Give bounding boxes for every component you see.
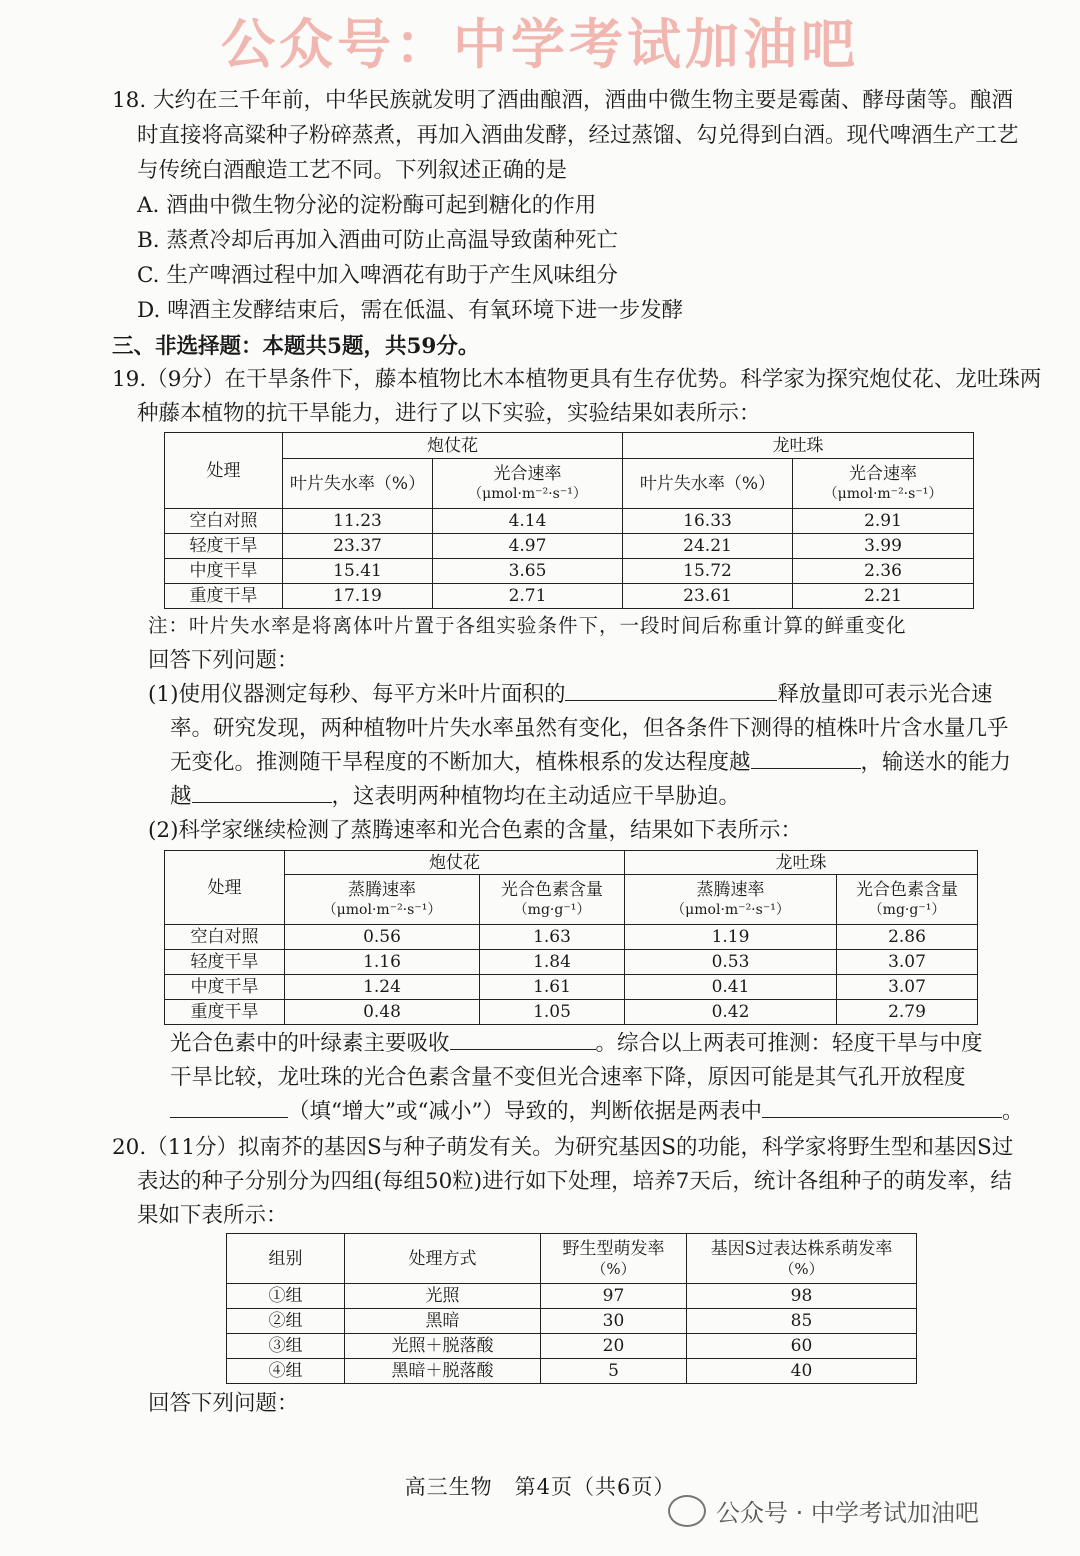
table2-row-label: 中度干旱 [165,975,285,1000]
answer-blank-4[interactable] [450,1029,596,1050]
q19-p1-line-1 [148,680,992,710]
table2-row-label: 重度干旱 [165,1000,285,1025]
table1-col-photo-1-title: 光合速率 [493,463,562,484]
q19-answer-prompt: 回答下列问题： [148,648,299,673]
table3-method: 光照＋脱落酸 [345,1334,541,1359]
table-cell: 1.19 [625,925,837,950]
answer-blank-1[interactable] [565,680,777,701]
table-cell: 1.05 [480,1000,625,1025]
table-row [227,1284,917,1309]
table1-row-label: 中度干旱 [165,559,283,584]
q19-p1-text-3b: ，输送水的能力 [860,750,1012,775]
table-cell: 1.16 [285,950,480,975]
table-cell: 23.37 [283,534,433,559]
table-row [165,534,974,559]
table1-row-label: 轻度干旱 [165,534,283,559]
table-row [165,1000,978,1025]
table3-h-over-unit: （%） [779,1259,824,1278]
q19-p2-intro: (2)科学家继续检测了蒸腾速率和光合色素的含量，结果如下表所示： [148,818,802,843]
answer-blank-6[interactable] [762,1097,1002,1118]
table-cell: 0.53 [625,950,837,975]
table2-col-pig-1 [480,875,625,925]
watermark: 公众号：中学考试加油吧 [221,13,859,76]
table1-col-photo-1 [433,459,623,509]
answer-blank-3[interactable] [192,782,332,803]
q18-option-c: C. 生产啤酒过程中加入啤酒花有助于产生风味组分 [137,263,618,288]
q20-answer-prompt: 回答下列问题： [148,1391,299,1416]
table-cell: 1.63 [480,925,625,950]
q19-p1-text-4b: ，这表明两种植物均在主动适应干旱胁迫。 [331,784,741,809]
table3-h-over-title: 基因S过表达株系萌发率 [710,1238,893,1259]
q19-p2-line-2: 干旱比较，龙吐珠的光合色素含量不变但光合速率下降，原因可能是其气孔开放程度 [170,1065,966,1090]
table2-group2: 龙吐珠 [625,851,978,875]
table-cell: 15.41 [283,559,433,584]
table1-col-photo-1-unit: （μmol·m⁻²·s⁻¹） [468,485,587,502]
table-row [165,509,974,534]
table3-h-method: 处理方式 [345,1234,541,1284]
q18-option-d: D. 啤酒主发酵结束后，需在低温、有氧环境下进一步发酵 [137,298,684,323]
table-cell: 4.97 [433,534,623,559]
q19-p1-text-1b: 释放量即可表示光合速 [777,682,993,707]
table3-group: ④组 [227,1359,345,1384]
table-row [227,1309,917,1334]
table1-col-loss-2: 叶片失水率（%） [623,459,793,509]
table-cell: 2.79 [837,1000,978,1025]
table-cell: 3.99 [793,534,974,559]
table2-col-pig-2-title: 光合色素含量 [856,879,958,900]
table2-col-trans-1-unit: （μmol·m⁻²·s⁻¹） [322,901,442,918]
q18-option-b: B. 蒸煮冷却后再加入酒曲可防止高温导致菌种死亡 [137,228,618,253]
table-row [165,584,974,609]
table-cell: 85 [687,1309,917,1334]
table-cell: 3.65 [433,559,623,584]
table2-col-trans-2-unit: （μmol·m⁻²·s⁻¹） [671,901,790,918]
q19-line-2: 种藤本植物的抗干旱能力，进行了以下实验，实验结果如表所示： [137,401,761,426]
section-heading: 三、非选择题：本题共5题，共59分。 [112,334,480,359]
table1-col-photo-2-title: 光合速率 [849,463,917,484]
q19-line-1: 19.（9分）在干旱条件下，藤本植物比木本植物更具有生存优势。科学家为探究炮仗花、龙吐珠两 [112,367,1042,392]
table2-col-trans-2 [625,875,837,925]
q19-p2-text-3b: 。 [1001,1099,1024,1124]
table1-row-label: 空白对照 [165,509,283,534]
q19-p1-line-4 [170,782,740,812]
table-row [165,975,978,1000]
q19-p1-text-4a: 越 [170,784,192,809]
q19-p1-line-3 [170,748,1011,778]
table-cell: 2.86 [837,925,978,950]
table-cell: 0.42 [625,1000,837,1025]
table-cell: 2.71 [433,584,623,609]
q18-line-1: 18. 大约在三千年前，中华民族就发明了酒曲酿酒，酒曲中微生物主要是霉菌、酵母菌等。酿酒 [112,88,1014,113]
table-cell: 0.41 [625,975,837,1000]
q19-p1-text-3a: 无变化。推测随干旱程度的不断加大，植株根系的发达程度越 [170,750,751,775]
table-cell: 40 [687,1359,917,1384]
table-cell: 2.21 [793,584,974,609]
table3-h-over [687,1234,917,1284]
table3-group: ③组 [227,1334,345,1359]
q19-p2-text-3a: （填“增大”或“减小”）导致的，判断依据是两表中 [288,1099,762,1124]
table-germination [226,1233,917,1384]
table2-col-pig-1-title: 光合色素含量 [501,879,603,900]
table2-row-label: 轻度干旱 [165,950,285,975]
table1-row-label: 重度干旱 [165,584,283,609]
table1-col-photo-2 [793,459,974,509]
table-cell: 20 [541,1334,687,1359]
q19-p2-text-1b: 。综合以上两表可推测：轻度干旱与中度 [595,1031,983,1056]
table3-method: 光照 [345,1284,541,1309]
q19-p1-line-2: 率。研究发现，两种植物叶片失水率虽然有变化，但各条件下测得的植株叶片含水量几乎 [170,716,1009,741]
wechat-icon [668,1495,706,1527]
brand-signature [668,1493,979,1528]
table-cell: 1.24 [285,975,480,1000]
table3-h-wild-unit: （%） [591,1259,636,1278]
table-cell: 0.48 [285,1000,480,1025]
table1-note: 注：叶片失水率是将离体叶片置于各组实验条件下，一段时间后称重计算的鲜重变化 [148,614,907,637]
table2-col-trans-1 [285,875,480,925]
table-cell: 1.61 [480,975,625,1000]
q20-line-1: 20.（11分）拟南芥的基因S与种子萌发有关。为研究基因S的功能，科学家将野生型和基因S过 [112,1135,1014,1160]
table-row [227,1334,917,1359]
q18-line-2: 时直接将高粱种子粉碎蒸煮，再加入酒曲发酵，经过蒸馏、勾兑得到白酒。现代啤酒生产工艺 [137,123,1019,148]
table-cell: 97 [541,1284,687,1309]
table-cell: 5 [541,1359,687,1384]
table-drought-photosynthesis [164,432,974,609]
table2-col-pig-1-unit: （mg·g⁻¹） [513,901,591,918]
table-cell: 60 [687,1334,917,1359]
q19-p2-line-3 [170,1097,1023,1127]
table1-col-photo-2-unit: （μmol·m⁻²·s⁻¹） [823,485,943,502]
table3-h-group: 组别 [227,1234,345,1284]
table3-h-wild-title: 野生型萌发率 [562,1238,665,1259]
brand-text: 公众号 · 中学考试加油吧 [716,1499,979,1527]
table-row [165,559,974,584]
table2-col-trans-1-title: 蒸腾速率 [348,879,416,900]
table-transpiration-pigment [164,850,978,1025]
table2-row-label: 空白对照 [165,925,285,950]
answer-blank-2[interactable] [751,748,861,769]
table1-group2: 龙吐珠 [623,433,974,459]
table-cell: 17.19 [283,584,433,609]
table-cell: 24.21 [623,534,793,559]
table-cell: 16.33 [623,509,793,534]
q18-line-3: 与传统白酒酿造工艺不同。下列叙述正确的是 [137,158,568,183]
table-cell: 2.91 [793,509,974,534]
table3-method: 黑暗 [345,1309,541,1334]
table3-method: 黑暗＋脱落酸 [345,1359,541,1384]
table-row [165,950,978,975]
table-cell: 0.56 [285,925,480,950]
q20-line-3: 果如下表所示： [137,1203,288,1228]
table-cell: 2.36 [793,559,974,584]
table-cell: 15.72 [623,559,793,584]
page-footer: 高三生物 第4页（共6页） [404,1475,676,1499]
table-row [165,925,978,950]
table2-group1: 炮仗花 [285,851,625,875]
table-cell: 3.07 [837,975,978,1000]
table-cell: 30 [541,1309,687,1334]
answer-blank-5[interactable] [170,1097,288,1118]
table-cell: 1.84 [480,950,625,975]
table3-group: ②组 [227,1309,345,1334]
table-cell: 23.61 [623,584,793,609]
table1-group1: 炮仗花 [283,433,623,459]
table2-col-pig-2 [837,875,978,925]
table-cell: 11.23 [283,509,433,534]
q19-p1-text-1a: (1)使用仪器测定每秒、每平方米叶片面积的 [148,682,566,707]
table3-group: ①组 [227,1284,345,1309]
table2-col-trans-2-title: 蒸腾速率 [696,879,765,900]
q20-line-2: 表达的种子分别分为四组(每组50粒)进行如下处理，培养7天后，统计各组种子的萌发率，结 [137,1169,1012,1194]
table2-col-pig-2-unit: （mg·g⁻¹） [868,901,946,918]
q18-option-a: A. 酒曲中微生物分泌的淀粉酶可起到糖化的作用 [137,193,597,218]
q19-p2-text-1a: 光合色素中的叶绿素主要吸收 [170,1031,450,1056]
table3-h-wild [541,1234,687,1284]
table-cell: 3.07 [837,950,978,975]
table-row [227,1359,917,1384]
table2-corner: 处理 [165,851,285,925]
table1-col-loss-1: 叶片失水率（%） [283,459,433,509]
table-cell: 98 [687,1284,917,1309]
table1-corner: 处理 [165,433,283,509]
q19-p2-line-1 [170,1029,983,1059]
table-cell: 4.14 [433,509,623,534]
